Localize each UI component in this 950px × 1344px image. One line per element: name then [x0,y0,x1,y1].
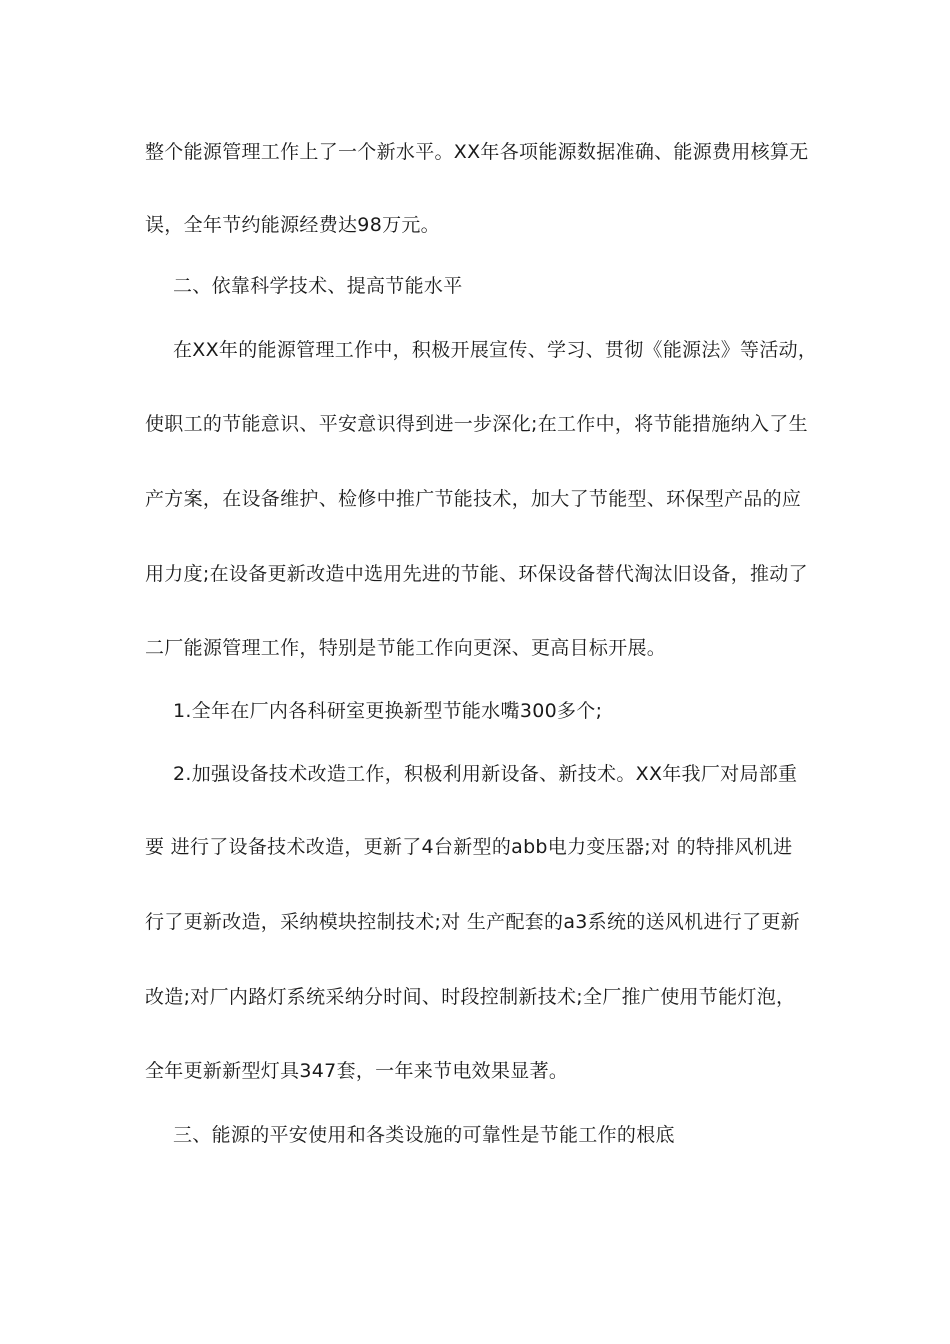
paragraph-line: 误，全年节约能源经费达98万元。 [145,214,440,236]
section-heading: 三、能源的平安使用和各类设施的可靠性是节能工作的根底 [173,1124,675,1146]
paragraph-line: 产方案，在设备维护、检修中推广节能技术，加大了节能型、环保型产品的应 [145,488,802,510]
list-item: 1.全年在厂内各科研室更换新型节能水嘴300多个; [173,700,603,722]
paragraph-line: 全年更新新型灯具347套，一年来节电效果显著。 [145,1060,569,1082]
paragraph-line: 用力度;在设备更新改造中选用先进的节能、环保设备替代淘汰旧设备，推动了 [145,563,808,585]
list-item: 2.加强设备技术改造工作，积极利用新设备、新技术。XX年我厂对局部重 [173,763,798,785]
paragraph-line: 改造;对厂内路灯系统采纳分时间、时段控制新技术;全厂推广使用节能灯泡， [145,986,796,1008]
section-heading: 二、依靠科学技术、提高节能水平 [173,275,463,297]
paragraph-line: 在XX年的能源管理工作中，积极开展宣传、学习、贯彻《能源法》等活动， [173,339,818,361]
paragraph-line: 使职工的节能意识、平安意识得到进一步深化;在工作中，将节能措施纳入了生 [145,413,808,435]
paragraph-line: 行了更新改造，采纳模块控制技术;对 生产配套的a3系统的送风机进行了更新 [145,911,800,933]
paragraph-line: 二厂能源管理工作，特别是节能工作向更深、更高目标开展。 [145,637,667,659]
paragraph-line: 整个能源管理工作上了一个新水平。XX年各项能源数据准确、能源费用核算无 [145,141,809,163]
paragraph-line: 要 进行了设备技术改造，更新了4台新型的abb电力变压器;对 的特排风机进 [145,836,793,858]
